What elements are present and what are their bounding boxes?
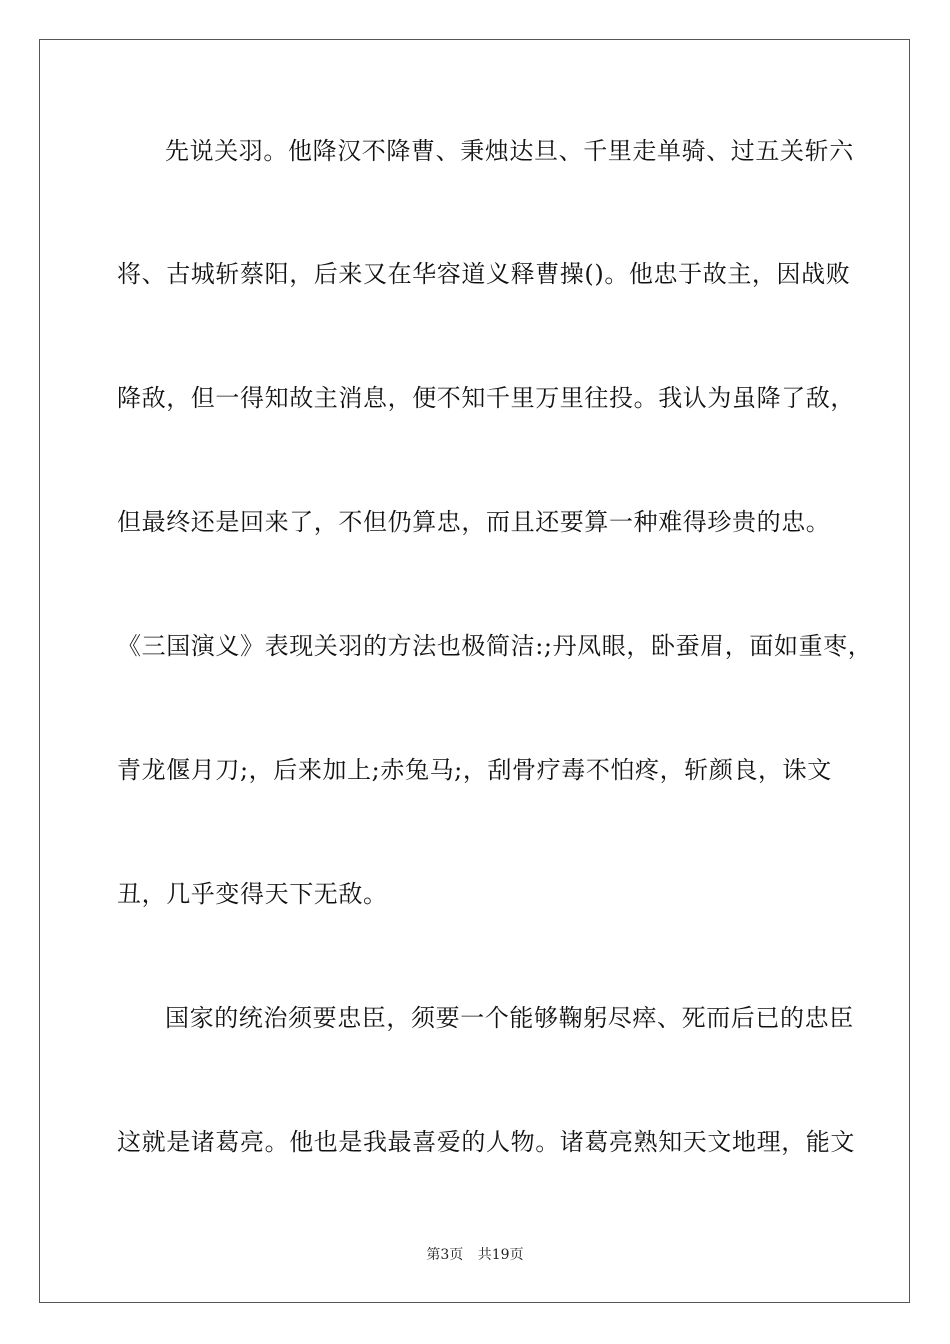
text-line-9: 这就是诸葛亮。他也是我最喜爱的人物。诸葛亮熟知天文地理，能文 xyxy=(117,1128,855,1156)
text-line-2: 将、古城斩蔡阳，后来又在华容道义释曹操()。他忠于故主，因战败 xyxy=(117,260,851,288)
page-total: 共19页 xyxy=(477,1247,524,1263)
page-number: 第3页 xyxy=(426,1247,464,1263)
text-line-1: 先说关羽。他降汉不降曹、秉烛达旦、千里走单骑、过五关斩六 xyxy=(165,137,854,165)
text-line-5: 《三国演义》表现关羽的方法也极简洁:;丹凤眼，卧蚕眉，面如重枣， xyxy=(117,632,873,660)
text-line-6: 青龙偃月刀;，后来加上;赤兔马;，刮骨疗毒不怕疼，斩颜良，诛文 xyxy=(117,756,832,784)
text-line-4: 但最终还是回来了，不但仍算忠，而且还要算一种难得珍贵的忠。 xyxy=(117,508,831,536)
page-footer xyxy=(0,1246,950,1264)
page-border xyxy=(39,39,910,1303)
text-line-3: 降敌，但一得知故主消息，便不知千里万里往投。我认为虽降了敌， xyxy=(117,384,855,412)
text-line-7: 丑，几乎变得天下无敌。 xyxy=(117,880,388,908)
text-line-8: 国家的统治须要忠臣，须要一个能够鞠躬尽瘁、死而后已的忠臣 xyxy=(165,1004,854,1032)
